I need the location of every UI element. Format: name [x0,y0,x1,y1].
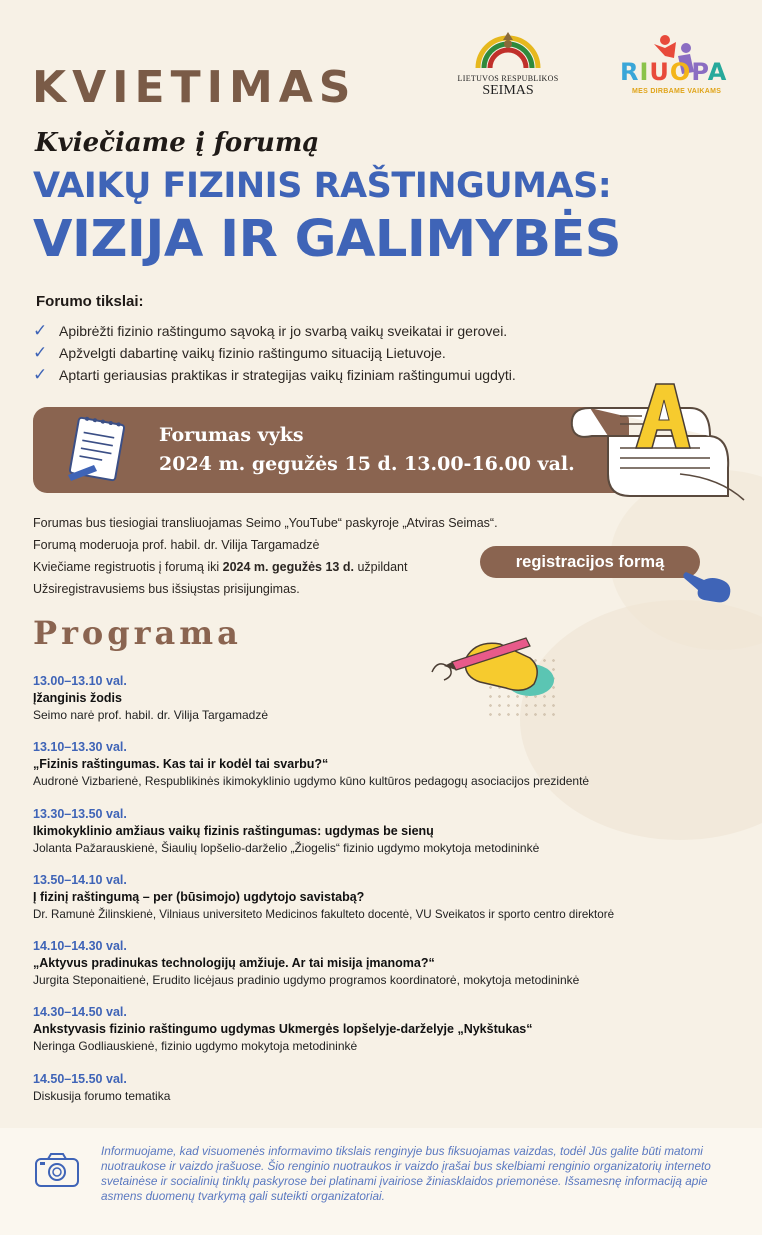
event-label: Forumas vyks [159,424,304,446]
seimas-logo [452,30,564,99]
riuopa-logo [618,30,728,102]
registration-form-button[interactable]: registracijos formą [480,546,700,578]
check-icon: ✓ [33,365,48,384]
program-speaker: Seimo narė prof. habil. dr. Vilija Targamadzė [33,708,269,722]
program-item [33,673,748,739]
page-title-line2: VIZIJA IR GALIMYBĖS [33,210,622,269]
goal-item [33,342,516,364]
program-speaker: Jurgita Steponaitienė, Erudito licėjaus pradinio ugdymo programos koordinatorė, mokytoja metodininkė [33,973,580,988]
program-time: 14.10–14.30 val. [33,939,127,954]
notepad-icon [64,415,132,485]
info-broadcast: Forumas bus tiesiogiai transliuojamas Seimo „YouTube“ paskyroje „Atviras Seimas“. [33,516,498,530]
program-time: 13.50–14.10 val. [33,872,127,887]
program-time: 14.50–15.50 val. [33,1071,127,1086]
program-topic: Ikimokyklinio amžiaus vaikų fizinis raštingumas: ugdymas be sienų [33,823,434,838]
pointing-hand-icon [682,562,736,606]
kicker-heading: KVIETIMAS [32,62,357,113]
program-item [33,1004,748,1070]
program-speaker: Neringa Godliauskienė, fizinio ugdymo mokytoja metodininkė [33,1039,358,1054]
goals-heading: Forumo tikslai: [36,293,144,310]
goal-item [33,364,516,386]
program-topic: Ankstyvasis fizinio raštingumo ugdymas Ukmergės lopšelyje-darželyje „Nykštukas“ [33,1022,533,1037]
program-speaker: Dr. Ramunė Žilinskienė, Vilniaus universiteto Medicinos fakulteto docentė, VU Sveikatos ir sporto centro direktorė [33,907,615,921]
register-text-pre: Kviečiame registruotis į forumą iki [33,560,223,574]
program-topic: Įžanginis žodis [33,691,122,705]
goal-text: Apibrėžti fizinio raštingumo sąvoką ir jo svarbą vaikų sveikatai ir gerovei. [59,323,508,339]
program-topic: „Fizinis raštingumas. Kas tai ir kodėl tai svarbu?“ [33,757,329,772]
privacy-notice: Informuojame, kad visuomenės informavimo tikslais renginyje bus fiksuojamas vaizdas, todėl Jūs galite būti matomi nuotraukose ir vaizdo įrašuose. Šio renginio nuotraukos ir vaizdo įrašai bus skelbiami renginio organizatorių interneto svetainėse ir socialinių tinklų paskyrose bei platinami įvairiose žiniasklaidos priemonėse. Išsamesnę informaciją apie asmens duomenų tvarkymą gali suteikti organizatoriai. [101,1144,711,1203]
program-item [33,806,748,872]
program-topic: „Aktyvus pradinukas technologijų amžiuje. Ar tai misija įmanoma?“ [33,956,435,971]
info-login-note: Užsiregistravusiems bus išsiųstas prisijungimas. [33,582,300,596]
program-speaker: Audronė Vizbarienė, Respublikinės ikimokyklinio ugdymo kūno kultūros pedagogų asociacijos prezidentė [33,774,590,789]
goals-list [33,320,516,386]
seimas-emblem-icon [473,30,543,72]
event-datetime: 2024 m. gegužės 15 d. 13.00-16.00 val. [159,453,575,475]
check-icon: ✓ [33,321,48,340]
info-register-line [33,556,498,578]
goal-item [33,320,516,342]
program-list [33,673,748,1137]
program-speaker: Jolanta Pažarauskienė, Šiaulių lopšelio-darželio „Žiogelis“ fizinio ugdymo mokytoja metodininkė [33,840,540,855]
program-item [33,872,748,938]
program-time: 13.30–13.50 val. [33,806,127,821]
program-speaker: Diskusija forumo tematika [33,1088,171,1103]
goal-text: Aptarti geriausias praktikas ir strategijas vaikų fiziniam raštingumui ugdyti. [59,367,516,383]
event-info [33,512,498,600]
seimas-logo-line2: SEIMAS [482,83,534,98]
riuopa-tagline: MES DIRBAME VAIKAMS [632,88,722,95]
seimas-logo-line1: LIETUVOS RESPUBLIKOS [457,74,559,83]
program-topic: Į fizinį raštingumą – per (būsimojo) ugdytojo savistabą? [33,889,365,904]
program-time: 14.30–14.50 val. [33,1005,127,1020]
register-deadline: 2024 m. gegužės 13 d. [222,560,354,574]
scroll-letter-a-icon [560,378,750,508]
page-title-line1: VAIKŲ FIZINIS RAŠTINGUMAS: [33,166,612,206]
invite-line: Kviečiame į forumą [35,128,320,158]
program-time: 13.00–13.10 val. [33,674,127,688]
program-item [33,739,748,805]
goal-text: Apžvelgti dabartinę vaikų fizinio raštingumo situaciją Lietuvoje. [59,345,446,361]
register-text-post: užpildant [353,560,408,574]
program-time: 13.10–13.30 val. [33,740,127,755]
info-moderator: Forumą moderuoja prof. habil. dr. Vilija Targamadzė [33,538,320,552]
program-heading: Programa [33,614,242,652]
program-item [33,938,748,1004]
riuopa-wordmark: RIUOPA [620,58,728,86]
camera-icon [34,1152,80,1188]
check-icon: ✓ [33,343,48,362]
